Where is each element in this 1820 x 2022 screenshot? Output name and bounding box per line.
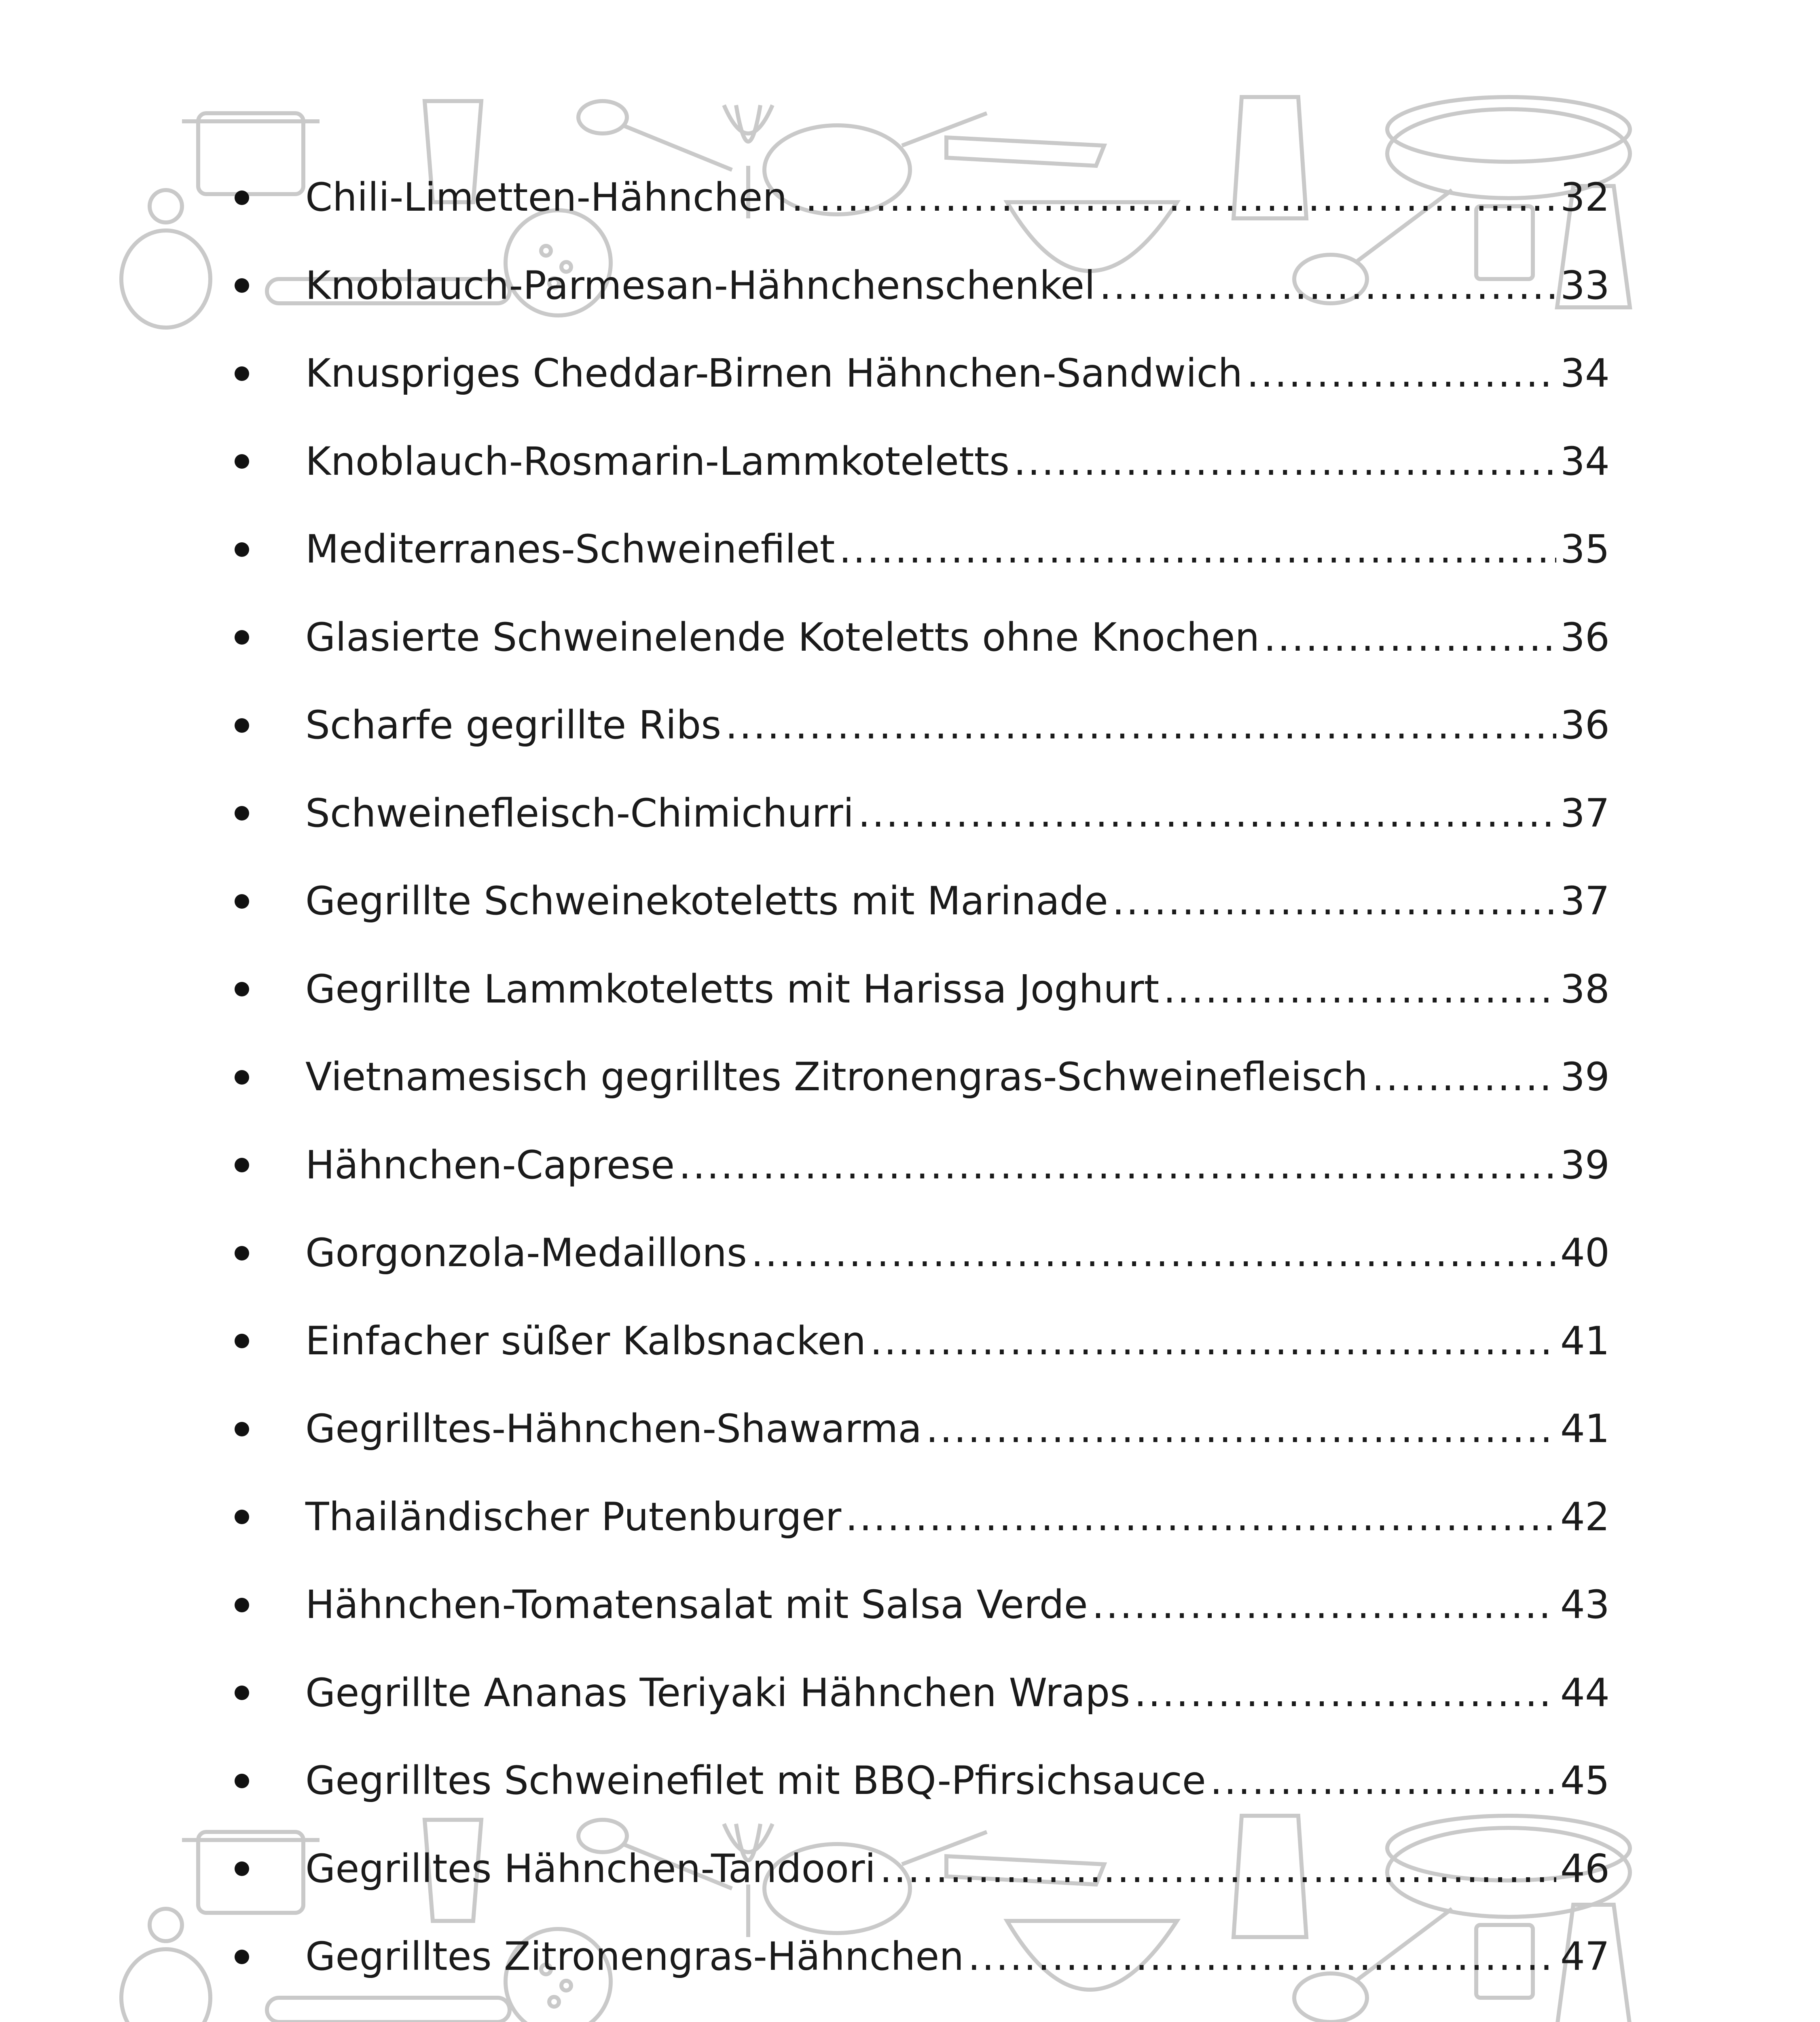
toc-entry[interactable] [235, 770, 1610, 858]
bullet-icon [235, 1510, 249, 1524]
kettle-icon [121, 190, 210, 328]
toc-entry-title: Knuspriges Cheddar-Birnen Hähnchen-Sandwich [305, 351, 1243, 396]
toc-entry[interactable] [235, 681, 1610, 770]
dot-leader [1092, 1561, 1556, 1649]
toc-entry-page: 45 [1560, 1758, 1610, 1803]
dot-leader [1372, 1033, 1556, 1121]
toc-entry[interactable] [235, 1737, 1610, 1825]
toc-entry-title: Gegrillte Ananas Teriyaki Hähnchen Wraps [305, 1670, 1130, 1715]
toc-entry-page: 40 [1560, 1230, 1610, 1275]
toc-entry[interactable] [235, 154, 1610, 242]
toc-entry-page: 33 [1560, 262, 1610, 308]
toc-entry-page: 37 [1560, 790, 1610, 836]
bullet-icon [235, 1334, 249, 1348]
toc-entry-page: 38 [1560, 966, 1610, 1012]
toc-entry-title: Scharfe gegrillte Ribs [305, 702, 722, 748]
toc-entry-title: Thailändischer Putenburger [305, 1494, 842, 1540]
toc-entry[interactable] [235, 1649, 1610, 1737]
toc-entry-page: 44 [1560, 1670, 1610, 1715]
bullet-icon [235, 1686, 249, 1700]
toc-entry[interactable] [235, 1473, 1610, 1561]
bullet-icon [235, 1158, 249, 1172]
dot-leader [880, 1825, 1556, 1913]
toc-entry-page: 41 [1560, 1318, 1610, 1364]
toc-entry-title: Mediterranes-Schweinefilet [305, 527, 835, 572]
dot-leader [1112, 857, 1556, 945]
dot-leader [679, 1121, 1556, 1210]
kettle-icon [121, 1909, 210, 2022]
dot-leader [751, 1209, 1556, 1297]
toc-entry[interactable] [235, 1385, 1610, 1473]
toc-entry[interactable] [235, 1121, 1610, 1210]
dot-leader [968, 1913, 1556, 2001]
toc-entry-page: 47 [1560, 1934, 1610, 1979]
dot-leader [1134, 1649, 1556, 1737]
toc-entry-page: 34 [1560, 351, 1610, 396]
toc-entry[interactable] [235, 1209, 1610, 1297]
toc-entry-page: 36 [1560, 614, 1610, 660]
dot-leader [839, 506, 1556, 594]
toc-entry-title: Gorgonzola-Medaillons [305, 1230, 747, 1275]
bullet-icon [235, 630, 249, 645]
toc-entry-title: Vietnamesisch gegrilltes Zitronengras-Schweinefleisch [305, 1054, 1368, 1100]
bullet-icon [235, 1070, 249, 1085]
toc-entry[interactable] [235, 1561, 1610, 1649]
toc-entry[interactable] [235, 330, 1610, 418]
dot-leader [845, 1473, 1556, 1561]
bullet-icon [235, 190, 249, 205]
dot-leader [870, 1297, 1556, 1385]
toc-entry[interactable] [235, 1913, 1610, 2001]
toc-entry-title: Gegrillte Schweinekoteletts mit Marinade [305, 878, 1108, 924]
bullet-icon [235, 542, 249, 557]
toc-entry-page: 32 [1560, 175, 1610, 220]
toc-entry-title: Knoblauch-Rosmarin-Lammkoteletts [305, 438, 1010, 484]
dot-leader [1210, 1737, 1556, 1825]
toc-entry-page: 35 [1560, 527, 1610, 572]
toc-entry-title: Gegrilltes Hähnchen-Tandoori [305, 1846, 876, 1891]
toc-entry[interactable] [235, 418, 1610, 506]
toc-entry-title: Hähnchen-Tomatensalat mit Salsa Verde [305, 1582, 1088, 1627]
bullet-icon [235, 806, 249, 821]
toc-entry[interactable] [235, 2001, 1610, 2022]
dot-leader [1263, 594, 1556, 682]
bullet-icon [235, 982, 249, 996]
toc-entry-title: Gegrilltes Zitronengras-Hähnchen [305, 1934, 964, 1979]
dot-leader [1346, 2001, 1556, 2022]
toc-entry-title: Gegrillte Lammkoteletts mit Harissa Joghurt [305, 966, 1160, 1012]
bullet-icon [235, 454, 249, 469]
dot-leader [791, 154, 1556, 242]
toc-entry-page: 37 [1560, 878, 1610, 924]
bullet-icon [235, 1422, 249, 1436]
dot-leader [725, 681, 1556, 770]
bullet-icon [235, 1774, 249, 1788]
bullet-icon [235, 278, 249, 293]
toc-entry-title: Chili-Limetten-Hähnchen [305, 175, 787, 220]
toc-entry[interactable] [235, 1033, 1610, 1121]
toc-entry[interactable] [235, 945, 1610, 1034]
bullet-icon [235, 1861, 249, 1876]
toc-entry-title: Knoblauch-Parmesan-Hähnchenschenkel [305, 262, 1095, 308]
dot-leader [1014, 418, 1556, 506]
toc-entry-title: Einfacher süßer Kalbsnacken [305, 1318, 866, 1364]
toc-entry-title: Hähnchen-Caprese [305, 1142, 675, 1188]
dot-leader [858, 770, 1556, 858]
bullet-icon [235, 894, 249, 909]
dot-leader [1246, 330, 1556, 418]
toc-entry-title: Gegrilltes Schweinefilet mit BBQ-Pfirsichsauce [305, 1758, 1206, 1803]
toc-entry[interactable] [235, 1825, 1610, 1913]
toc-entry[interactable] [235, 242, 1610, 330]
dot-leader [926, 1385, 1556, 1473]
toc-entry-page: 46 [1560, 1846, 1610, 1891]
dot-leader [1163, 945, 1556, 1034]
toc-entry-title: Schweinefleisch-Chimichurri [305, 790, 854, 836]
bullet-icon [235, 1246, 249, 1261]
toc-entry-page: 34 [1560, 438, 1610, 484]
toc-entry-page: 39 [1560, 1054, 1610, 1100]
toc-entry-page: 36 [1560, 702, 1610, 748]
toc-entry-title: Gegrilltes-Hähnchen-Shawarma [305, 1406, 922, 1451]
toc-entry[interactable] [235, 594, 1610, 682]
toc-entry-title [305, 2001, 1342, 2022]
table-of-contents [235, 154, 1610, 2022]
toc-entry-page: 41 [1560, 1406, 1610, 1451]
toc-entry-page: 43 [1560, 1582, 1610, 1627]
bullet-icon [235, 718, 249, 733]
toc-entry-page: 42 [1560, 1494, 1610, 1540]
toc-entry[interactable] [235, 1297, 1610, 1385]
dot-leader [1099, 242, 1556, 330]
toc-entry-page [1560, 2001, 1610, 2022]
toc-entry-title: Glasierte Schweinelende Koteletts ohne Knochen [305, 614, 1260, 660]
toc-entry[interactable] [235, 857, 1610, 945]
bullet-icon [235, 366, 249, 381]
bullet-icon [235, 1598, 249, 1612]
toc-entry-page: 39 [1560, 1142, 1610, 1188]
toc-entry[interactable] [235, 506, 1610, 594]
bullet-icon [235, 1950, 249, 1964]
